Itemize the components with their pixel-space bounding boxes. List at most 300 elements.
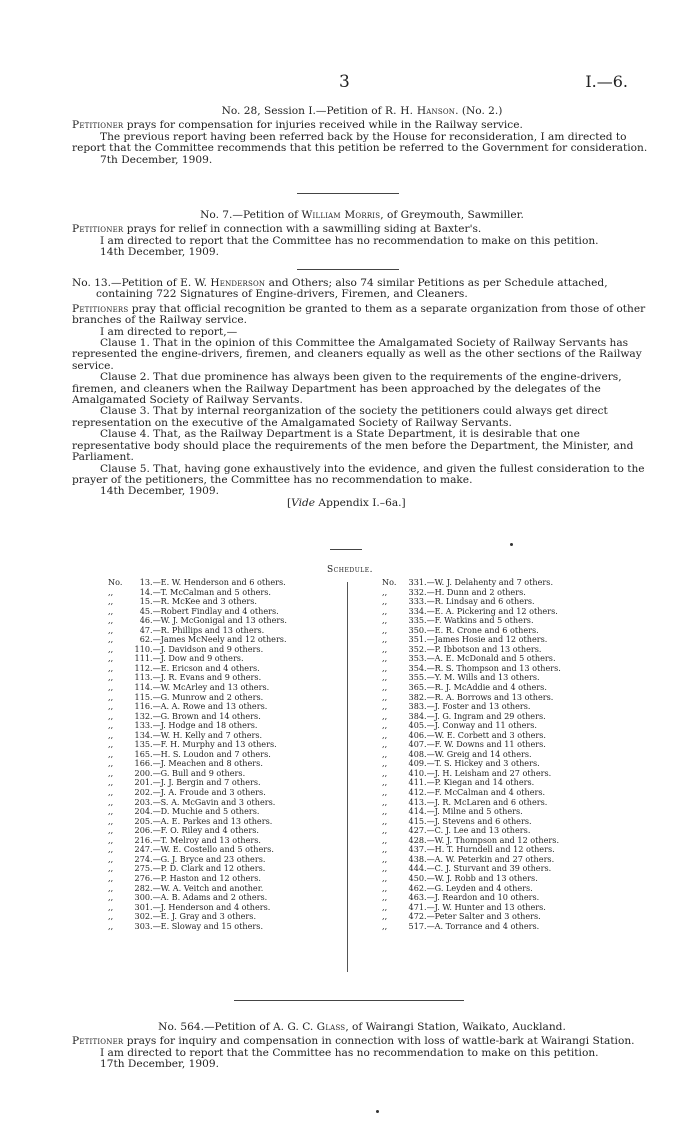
entry-text: J. J. Bergin and 7 others. xyxy=(160,777,261,788)
entry-prefix: ,, xyxy=(382,634,388,645)
entry-number: 135 xyxy=(134,739,150,750)
print-mark xyxy=(510,543,513,546)
entry-number: 274 xyxy=(134,853,150,864)
page-reference: I.—6. xyxy=(585,72,628,91)
schedule-entry: ,, 384 .— J. G. Ingram and 29 others. xyxy=(382,710,546,721)
entry-text: P. Haston and 12 others. xyxy=(160,872,261,883)
schedule-entry: ,, 407 .— F. W. Downs and 11 others. xyxy=(382,739,546,750)
schedule-entry: ,, 247 .— W. E. Costello and 5 others. xyxy=(108,844,274,855)
entry-prefix: ,, xyxy=(108,825,114,836)
entry-number: 47 xyxy=(139,624,150,635)
schedule-entry: ,, 115 .— G. Munrow and 2 others. xyxy=(108,691,264,702)
entry-number: 14 xyxy=(139,586,150,597)
entry-number: 62 xyxy=(139,634,150,645)
entry-prefix: No. xyxy=(108,577,123,587)
schedule-entry: ,, 203 .— S. A. McGavin and 3 others. xyxy=(108,796,276,807)
schedule-entry: ,, 450 .— W. J. Robb and 13 others. xyxy=(382,872,538,883)
schedule-entry: ,, 302 .— E. J. Gray and 3 others. xyxy=(108,911,257,922)
entry-text: F. O. Riley and 4 others. xyxy=(160,825,259,836)
schedule-entry: ,, 354 .— R. S. Thompson and 13 others. xyxy=(382,662,561,673)
entry-number: 406 xyxy=(408,729,424,740)
schedule-entry: ,, 410 .— J. H. Leisham and 27 others. xyxy=(382,767,552,778)
entry-text: G. Brown and 14 others. xyxy=(160,710,261,721)
entry-text: J. H. Leisham and 27 others. xyxy=(434,767,552,778)
entry-text: D. Muchie and 5 others. xyxy=(160,806,260,817)
entry-prefix: ,, xyxy=(382,767,388,778)
entry-text: W. H. Kelly and 7 others. xyxy=(160,729,263,740)
entry-prefix: ,, xyxy=(108,758,114,769)
schedule-entry: ,, 14 .— T. McCalman and 5 others. xyxy=(108,586,271,597)
entry-prefix: ,, xyxy=(108,701,114,712)
clause-3: Clause 3. That by internal reorganization of the society the petitioners could always get direct representation on the executive of the Amalgamated Society of Railway Servants. xyxy=(72,405,608,429)
entry-number: 166 xyxy=(134,758,150,769)
entry-text: E. Sloway and 15 others. xyxy=(160,920,264,931)
schedule-entry: ,, 204 .— D. Muchie and 5 others. xyxy=(108,806,260,817)
schedule-entry: ,, 413 .— J. R. McLaren and 6 others. xyxy=(382,796,548,807)
entry-number: 133 xyxy=(134,720,150,731)
entry-number: 216 xyxy=(134,834,150,845)
schedule-entry: ,, 282 .— W. A. Veitch and another. xyxy=(108,882,264,893)
entry-text: J. Davidson and 9 others. xyxy=(160,643,264,654)
schedule-divider xyxy=(330,549,362,550)
entry-prefix: ,, xyxy=(108,777,114,788)
schedule-entry: ,, 334 .— E. A. Pickering and 12 others. xyxy=(382,605,558,616)
entry-number: 353 xyxy=(408,653,424,664)
schedule-entry: ,, 200 .— G. Bull and 9 others. xyxy=(108,767,246,778)
entry-text: J. Dow and 9 others. xyxy=(160,653,244,664)
entry-prefix: ,, xyxy=(382,787,388,798)
entry-prefix: ,, xyxy=(108,882,114,893)
entry-text: H. Dunn and 2 others. xyxy=(434,586,526,597)
schedule-entry: ,, 216 .— T. Melroy and 13 others. xyxy=(108,834,261,845)
entry-prefix: ,, xyxy=(382,624,388,635)
entry-number: 405 xyxy=(408,720,424,731)
petition-date: 14th December, 1909. xyxy=(100,246,219,259)
schedule-entry: ,, 350 .— E. R. Crone and 6 others. xyxy=(382,624,539,635)
petition-prayer: Petitioners pray that official recognition be granted to them as a separate organization from those of other branches of the Railway service. xyxy=(72,302,646,327)
schedule-entry: ,, 165 .— H. S. Loudon and 7 others. xyxy=(108,748,271,759)
schedule-entry: ,, 15 .— R. McKee and 3 others. xyxy=(108,596,257,607)
schedule-right-column xyxy=(382,578,561,931)
schedule-entry: ,, 438 .— A. W. Peterkin and 27 others. xyxy=(382,853,555,864)
entry-text: J. A. Froude and 3 others. xyxy=(160,787,266,798)
entry-text: W. E. Corbett and 3 others. xyxy=(434,729,546,740)
schedule-entry: ,, 414 .— J. Milne and 5 others. xyxy=(382,806,523,817)
entry-text: W. J. Delahenty and 7 others. xyxy=(434,577,554,587)
entry-number: 350 xyxy=(408,624,424,635)
entry-number: 116 xyxy=(134,701,150,712)
entry-number: 412 xyxy=(408,787,424,798)
entry-prefix: ,, xyxy=(382,691,388,702)
entry-prefix: ,, xyxy=(108,729,114,740)
entry-text: E. W. Henderson and 6 others. xyxy=(160,577,286,587)
schedule-entry: ,, 332 .— H. Dunn and 2 others. xyxy=(382,586,526,597)
entry-number: 354 xyxy=(408,662,424,673)
entry-prefix: ,, xyxy=(382,834,388,845)
clause-5: Clause 5. That, having gone exhaustively into the evidence, and given the fullest consideration to the prayer of the petitioners, the Committee has no recommendation to make. xyxy=(72,462,645,486)
entry-text: G. Leyden and 4 others. xyxy=(434,882,533,893)
entry-number: 355 xyxy=(408,672,424,683)
entry-number: 471 xyxy=(408,901,424,912)
schedule-entry: ,, 276 .— P. Haston and 12 others. xyxy=(108,872,261,883)
entry-number: 462 xyxy=(408,882,424,893)
schedule-entry: ,, 132 .— G. Brown and 14 others. xyxy=(108,710,261,721)
schedule-entry: ,, 333 .— R. Lindsay and 6 others. xyxy=(382,596,535,607)
entry-prefix: ,, xyxy=(108,892,114,903)
schedule-left-column xyxy=(108,578,287,931)
entry-number: 335 xyxy=(408,615,424,626)
schedule-entry: ,, 428 .— W. J. Thompson and 12 others. xyxy=(382,834,560,845)
entry-text: G. J. Bryce and 23 others. xyxy=(160,853,266,864)
petition-date: 14th December, 1909. xyxy=(100,485,219,498)
entry-prefix: ,, xyxy=(108,853,114,864)
entry-number: 13 xyxy=(139,577,150,587)
entry-number: 204 xyxy=(134,806,150,817)
schedule-entry: No. 331 .— W. J. Delahenty and 7 others. xyxy=(382,577,554,587)
entry-prefix: ,, xyxy=(382,758,388,769)
schedule-entry: ,, 62 .— James McNeely and 12 others. xyxy=(108,634,287,645)
entry-prefix: ,, xyxy=(108,672,114,683)
entry-number: 302 xyxy=(134,911,150,922)
entry-text: C. J. Sturvant and 39 others. xyxy=(434,863,552,874)
entry-prefix: ,, xyxy=(382,920,388,931)
entry-number: 115 xyxy=(134,691,150,702)
entry-number: 444 xyxy=(408,863,424,874)
entry-text: T. Melroy and 13 others. xyxy=(160,834,261,845)
entry-number: 301 xyxy=(134,901,150,912)
petition-henderson xyxy=(72,278,652,509)
entry-prefix: ,, xyxy=(382,653,388,664)
schedule-entry: ,, 409 .— T. S. Hickey and 3 others. xyxy=(382,758,540,769)
entry-prefix: ,, xyxy=(108,748,114,759)
entry-number: 300 xyxy=(134,892,150,903)
entry-number: 415 xyxy=(408,815,424,826)
schedule-entry: ,, 166 .— J. Meachen and 8 others. xyxy=(108,758,263,769)
entry-number: 365 xyxy=(408,682,424,693)
entry-text: W. A. Veitch and another. xyxy=(160,882,264,893)
entry-number: 201 xyxy=(134,777,150,788)
schedule-entry: ,, 206 .— F. O. Riley and 4 others. xyxy=(108,825,259,836)
schedule-entry: ,, 411 .— P. Kiegan and 14 others. xyxy=(382,777,535,788)
entry-number: 383 xyxy=(408,701,424,712)
entry-text: P. D. Clark and 12 others. xyxy=(160,863,266,874)
entry-prefix: ,, xyxy=(382,643,388,654)
entry-number: 427 xyxy=(408,825,424,836)
entry-number: 46 xyxy=(139,615,150,626)
appendix-reference: [Vide Appendix I.–6a.] xyxy=(287,496,406,509)
petition-title: No. 7.—Petition of William Morris, of Greymouth, Sawmiller. xyxy=(200,209,524,221)
schedule-entry: ,, 351 .— James Hosie and 12 others. xyxy=(382,634,548,645)
schedule-entry: ,, 355 .— Y. M. Wills and 13 others. xyxy=(382,672,540,683)
clause-2: Clause 2. That due prominence has always been given to the requirements of the engine-drivers, firemen, and cleaners when the Railway Department has been approached by the delegates of the Amalgamated Society of Railway Servants. xyxy=(72,371,622,407)
entry-text: F. W. Downs and 11 others. xyxy=(434,739,546,750)
petition-title: No. 28, Session I.—Petition of R. H. Hanson. (No. 2.) xyxy=(221,105,503,117)
entry-prefix: ,, xyxy=(108,586,114,597)
schedule-entry: ,, 353 .— A. E. McDonald and 5 others. xyxy=(382,653,556,664)
entry-prefix: ,, xyxy=(108,911,114,922)
entry-prefix: ,, xyxy=(382,596,388,607)
entry-text: A. E. McDonald and 5 others. xyxy=(434,653,556,664)
schedule-entry: ,, 134 .— W. H. Kelly and 7 others. xyxy=(108,729,263,740)
entry-prefix: ,, xyxy=(108,920,114,931)
entry-text: James Hosie and 12 others. xyxy=(434,634,548,645)
print-mark xyxy=(376,1110,379,1113)
schedule-entry: ,, 46 .— W. J. McGonigal and 13 others. xyxy=(108,615,287,626)
schedule-entry: ,, 301 .— J. Henderson and 4 others. xyxy=(108,901,271,912)
schedule-column-divider xyxy=(347,582,348,972)
entry-number: 409 xyxy=(408,758,424,769)
entry-prefix: ,, xyxy=(382,672,388,683)
entry-prefix: ,, xyxy=(382,901,388,912)
entry-text: J. R. McLaren and 6 others. xyxy=(434,796,548,807)
entry-prefix: ,, xyxy=(382,701,388,712)
schedule-entry: ,, 444 .— C. J. Sturvant and 39 others. xyxy=(382,863,552,874)
entry-number: 472 xyxy=(408,911,424,922)
entry-number: 203 xyxy=(134,796,150,807)
schedule-entry: ,, 406 .— W. E. Corbett and 3 others. xyxy=(382,729,546,740)
entry-prefix: ,, xyxy=(108,834,114,845)
schedule-entry: ,, 110 .— J. Davidson and 9 others. xyxy=(108,643,264,654)
entry-number: 413 xyxy=(408,796,424,807)
petition-report: I am directed to report that the Committee has no recommendation to make on this petition. xyxy=(100,1046,599,1059)
schedule-entry: ,, 462 .— G. Leyden and 4 others. xyxy=(382,882,533,893)
schedule-entry: ,, 135 .— F. H. Murphy and 13 others. xyxy=(108,739,277,750)
entry-number: 333 xyxy=(408,596,424,607)
entry-prefix: ,, xyxy=(382,844,388,855)
section-divider xyxy=(234,1000,464,1001)
schedule-entry: ,, 437 .— H. T. Hurndell and 12 others. xyxy=(382,844,555,855)
petition-date: 7th December, 1909. xyxy=(100,153,213,166)
entry-number: 275 xyxy=(134,863,150,874)
entry-text: F. H. Murphy and 13 others. xyxy=(160,739,277,750)
entry-number: 205 xyxy=(134,815,150,826)
schedule-entry: ,, 201 .— J. J. Bergin and 7 others. xyxy=(108,777,261,788)
schedule-entry: ,, 205 .— A. E. Parkes and 13 others. xyxy=(108,815,273,826)
entry-text: R. McKee and 3 others. xyxy=(160,596,257,607)
entry-number: 200 xyxy=(134,767,150,778)
entry-number: 384 xyxy=(408,710,424,721)
schedule-entry: ,, 300 .— A. B. Adams and 2 others. xyxy=(108,892,268,903)
entry-number: 206 xyxy=(134,825,150,836)
entry-prefix: ,, xyxy=(108,596,114,607)
entry-number: 407 xyxy=(408,739,424,750)
entry-text: R. A. Borrows and 13 others. xyxy=(434,691,554,702)
entry-text: J. Reardon and 10 others. xyxy=(434,892,540,903)
entry-number: 450 xyxy=(408,872,424,883)
entry-text: C. J. Lee and 13 others. xyxy=(434,825,531,836)
entry-number: 352 xyxy=(408,643,424,654)
entry-number: 282 xyxy=(134,882,150,893)
entry-prefix: ,, xyxy=(108,872,114,883)
entry-text: J. Meachen and 8 others. xyxy=(160,758,263,769)
entry-prefix: ,, xyxy=(108,901,114,912)
schedule-entry: ,, 383 .— J. Foster and 13 others. xyxy=(382,701,531,712)
schedule-entry: ,, 112 .— E. Ericson and 4 others. xyxy=(108,662,260,673)
petition-directed: I am directed to report,— xyxy=(100,325,238,338)
schedule-entry: ,, 113 .— J. R. Evans and 9 others. xyxy=(108,672,262,683)
entry-text: W. Greig and 14 others. xyxy=(434,748,532,759)
petition-title: No. 13.—Petition of E. W. Henderson and Others; also 74 similar Petitions as per Schedule attached, containing 722 Signatures of Engine-drivers, Firemen, and Cleaners. xyxy=(72,277,608,301)
schedule-entry: ,, 114 .— W. McArley and 13 others. xyxy=(108,682,270,693)
entry-number: 276 xyxy=(134,872,150,883)
entry-text: F. McCalman and 4 others. xyxy=(434,787,546,798)
schedule-entry: ,, 275 .— P. D. Clark and 12 others. xyxy=(108,863,266,874)
entry-number: 331 xyxy=(408,577,424,587)
entry-prefix: ,, xyxy=(382,710,388,721)
petition-glass xyxy=(72,1022,652,1071)
entry-text: Peter Salter and 3 others. xyxy=(434,911,541,922)
entry-prefix: ,, xyxy=(382,815,388,826)
entry-text: J. W. Hunter and 13 others. xyxy=(434,901,546,912)
entry-prefix: No. xyxy=(382,577,397,587)
entry-text: Y. M. Wills and 13 others. xyxy=(434,672,540,683)
entry-number: 410 xyxy=(408,767,424,778)
entry-text: T. McCalman and 5 others. xyxy=(160,586,271,597)
entry-text: J. Henderson and 4 others. xyxy=(160,901,271,912)
entry-text: E. R. Crone and 6 others. xyxy=(434,624,539,635)
entry-prefix: ,, xyxy=(108,643,114,654)
entry-text: J. Hodge and 18 others. xyxy=(160,720,258,731)
entry-prefix: ,, xyxy=(108,710,114,721)
petition-morris xyxy=(72,210,652,259)
entry-text: S. A. McGavin and 3 others. xyxy=(160,796,276,807)
schedule-entry: ,, 202 .— J. A. Froude and 3 others. xyxy=(108,787,266,798)
entry-text: A. A. Rowe and 13 others. xyxy=(160,701,268,712)
entry-text: G. Bull and 9 others. xyxy=(160,767,246,778)
petition-prayer: Petitioner prays for compensation for injuries received while in the Railway service. xyxy=(72,119,523,132)
entry-number: 111 xyxy=(134,653,150,664)
entry-number: 45 xyxy=(139,605,150,616)
entry-prefix: ,, xyxy=(108,720,114,731)
entry-prefix: ,, xyxy=(382,739,388,750)
entry-text: J. Foster and 13 others. xyxy=(434,701,531,712)
clause-4: Clause 4. That, as the Railway Department is a State Department, it is desirable that one representative body should place the requirements of the men before the Department, the Minister, and Parliament. xyxy=(72,428,634,464)
schedule-entry: ,, 45 .— Robert Findlay and 4 others. xyxy=(108,605,279,616)
entry-prefix: ,, xyxy=(382,777,388,788)
entry-prefix: ,, xyxy=(108,653,114,664)
entry-prefix: ,, xyxy=(382,806,388,817)
entry-prefix: ,, xyxy=(108,767,114,778)
petition-report: I am directed to report that the Committee has no recommendation to make on this petition. xyxy=(100,234,599,247)
schedule-entry: ,, 405 .— J. Conway and 11 others. xyxy=(382,720,537,731)
entry-number: 351 xyxy=(408,634,424,645)
entry-number: 463 xyxy=(408,892,424,903)
entry-prefix: ,, xyxy=(108,624,114,635)
schedule-entry: ,, 472 .— Peter Salter and 3 others. xyxy=(382,911,541,922)
entry-text: J. G. Ingram and 29 others. xyxy=(434,710,546,721)
schedule-entry: ,, 365 .— R. J. McAddie and 4 others. xyxy=(382,682,547,693)
entry-prefix: ,, xyxy=(382,729,388,740)
entry-prefix: ,, xyxy=(382,586,388,597)
entry-number: 110 xyxy=(134,643,150,654)
entry-text: E. A. Pickering and 12 others. xyxy=(434,605,558,616)
entry-prefix: ,, xyxy=(108,815,114,826)
entry-text: P. Kiegan and 14 others. xyxy=(434,777,535,788)
entry-prefix: ,, xyxy=(382,720,388,731)
schedule-entry: ,, 116 .— A. A. Rowe and 13 others. xyxy=(108,701,268,712)
entry-text: R. Phillips and 13 others. xyxy=(160,624,265,635)
schedule-entry: ,, 412 .— F. McCalman and 4 others. xyxy=(382,787,546,798)
entry-prefix: ,, xyxy=(108,605,114,616)
entry-text: H. S. Loudon and 7 others. xyxy=(160,748,271,759)
entry-number: 437 xyxy=(408,844,424,855)
entry-text: W. McArley and 13 others. xyxy=(160,682,270,693)
entry-number: 517 xyxy=(408,920,424,931)
entry-text: A. W. Peterkin and 27 others. xyxy=(434,853,555,864)
entry-number: 15 xyxy=(139,596,150,607)
entry-prefix: ,, xyxy=(382,605,388,616)
clause-1: Clause 1. That in the opinion of this Committee the Amalgamated Society of Railway Servants has represented the engine-drivers, firemen, and cleaners equally as well as the other sections of the Railway service. xyxy=(72,337,642,372)
entry-prefix: ,, xyxy=(382,748,388,759)
entry-prefix: ,, xyxy=(382,662,388,673)
entry-number: 332 xyxy=(408,586,424,597)
entry-prefix: ,, xyxy=(108,634,114,645)
petition-date: 17th December, 1909. xyxy=(100,1058,219,1071)
schedule-entry: ,, 47 .— R. Phillips and 13 others. xyxy=(108,624,265,635)
schedule-entry: ,, 408 .— W. Greig and 14 others. xyxy=(382,748,532,759)
entry-number: 247 xyxy=(134,844,150,855)
entry-number: 132 xyxy=(134,710,150,721)
schedule-entry: ,, 303 .— E. Sloway and 15 others. xyxy=(108,920,264,931)
schedule-entry: ,, 111 .— J. Dow and 9 others. xyxy=(108,653,244,664)
schedule-entry: ,, 274 .— G. J. Bryce and 23 others. xyxy=(108,853,266,864)
entry-text: R. J. McAddie and 4 others. xyxy=(434,682,547,693)
entry-text: A. Torrance and 4 others. xyxy=(434,920,540,931)
entry-text: J. Milne and 5 others. xyxy=(434,806,523,817)
schedule-entry: ,, 382 .— R. A. Borrows and 13 others. xyxy=(382,691,554,702)
schedule-title: Schedule. xyxy=(327,565,373,575)
entry-text: Robert Findlay and 4 others. xyxy=(160,605,279,616)
entry-prefix: ,, xyxy=(108,682,114,693)
schedule-entry: No. 13 .— E. W. Henderson and 6 others. xyxy=(108,577,286,587)
entry-number: 113 xyxy=(134,672,150,683)
entry-number: 428 xyxy=(408,834,424,845)
entry-number: 411 xyxy=(408,777,424,788)
entry-prefix: ,, xyxy=(108,739,114,750)
entry-text: G. Munrow and 2 others. xyxy=(160,691,264,702)
entry-text: James McNeely and 12 others. xyxy=(160,634,287,645)
entry-number: 382 xyxy=(408,691,424,702)
entry-prefix: ,, xyxy=(108,662,114,673)
entry-number: 334 xyxy=(408,605,424,616)
petition-report: The previous report having been referred back by the House for reconsideration, I am directed to report that the Committee recommends that this petition be referred to the Government for consideration. xyxy=(72,130,648,155)
entry-number: 303 xyxy=(134,920,150,931)
petition-prayer: Petitioner prays for inquiry and compensation in connection with loss of wattle-bark at Wairangi Station. xyxy=(72,1035,635,1048)
entry-text: W. J. McGonigal and 13 others. xyxy=(160,615,287,626)
schedule-entry: ,, 471 .— J. W. Hunter and 13 others. xyxy=(382,901,546,912)
petition-prayer: Petitioner prays for relief in connection with a sawmilling siding at Baxter's. xyxy=(72,223,482,236)
entry-text: A. E. Parkes and 13 others. xyxy=(160,815,273,826)
schedule-entry: ,, 352 .— P. Ibbotson and 13 others. xyxy=(382,643,542,654)
entry-text: E. Ericson and 4 others. xyxy=(160,662,260,673)
schedule-entry: ,, 463 .— J. Reardon and 10 others. xyxy=(382,892,540,903)
entry-text: J. R. Evans and 9 others. xyxy=(160,672,262,683)
entry-prefix: ,, xyxy=(382,853,388,864)
entry-prefix: ,, xyxy=(382,872,388,883)
petition-hanson xyxy=(72,106,652,166)
entry-prefix: ,, xyxy=(382,682,388,693)
entry-text: P. Ibbotson and 13 others. xyxy=(434,643,542,654)
entry-text: J. Conway and 11 others. xyxy=(434,720,537,731)
schedule-entry: ,, 415 .— J. Stevens and 6 others. xyxy=(382,815,532,826)
entry-prefix: ,, xyxy=(108,787,114,798)
entry-number: 134 xyxy=(134,729,150,740)
schedule-entry: ,, 517 .— A. Torrance and 4 others. xyxy=(382,920,540,931)
entry-number: 165 xyxy=(134,748,150,759)
entry-text: E. J. Gray and 3 others. xyxy=(160,911,257,922)
entry-prefix: ,, xyxy=(382,863,388,874)
entry-prefix: ,, xyxy=(382,882,388,893)
